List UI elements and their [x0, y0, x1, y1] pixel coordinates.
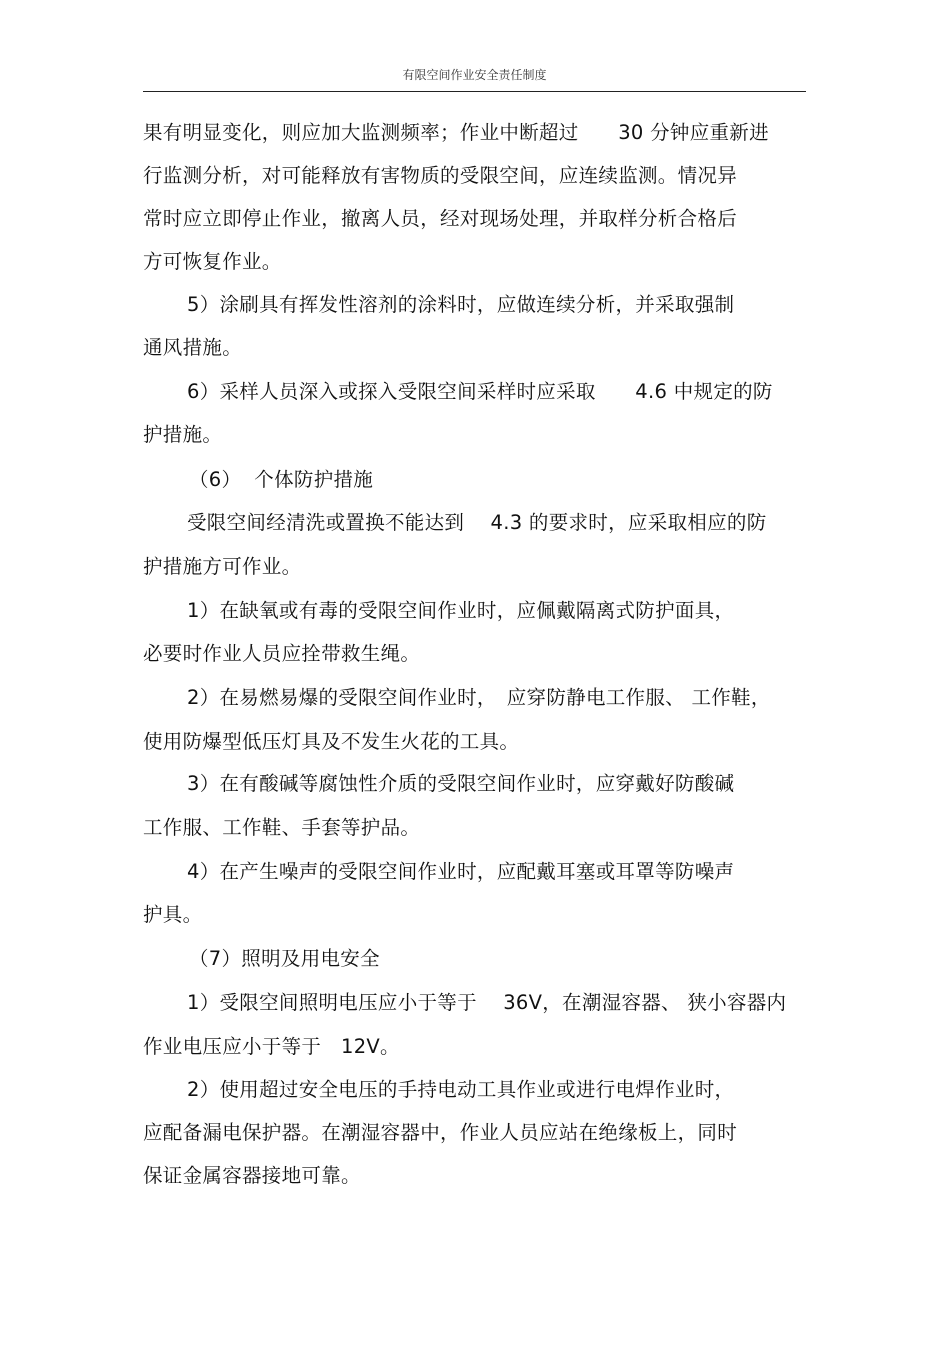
text-line: 护措施方可作业。 [143, 555, 302, 578]
text-line: 1）受限空间照明电压应小于等于 36V，在潮湿容器、 狭小容器内 [187, 991, 787, 1014]
text-line: 工作服、工作鞋、手套等护品。 [143, 816, 421, 839]
header-rule [143, 91, 806, 92]
text-line: 使用防爆型低压灯具及不发生火花的工具。 [143, 730, 520, 753]
text-line: 常时应立即停止作业，撤离人员，经对现场处理，并取样分析合格后 [143, 207, 738, 230]
text-line: 5）涂刷具有挥发性溶剂的涂料时，应做连续分析，并采取强制 [187, 293, 735, 316]
text-line: 作业电压应小于等于 12V。 [143, 1035, 400, 1058]
text-line: 1）在缺氧或有毒的受限空间作业时，应佩戴隔离式防护面具， [187, 599, 735, 622]
text-line: 保证金属容器接地可靠。 [143, 1164, 361, 1187]
text-line: 果有明显变化，则应加大监测频率；作业中断超过 30 分钟应重新进 [143, 121, 769, 144]
text-line: 通风措施。 [143, 336, 243, 359]
text-line: 6）采样人员深入或探入受限空间采样时应采取 4.6 中规定的防 [187, 380, 773, 403]
text-line: 行监测分析，对可能释放有害物质的受限空间，应连续监测。情况异 [143, 164, 738, 187]
text-line: 4）在产生噪声的受限空间作业时，应配戴耳塞或耳罩等防噪声 [187, 860, 735, 883]
text-line: 方可恢复作业。 [143, 250, 282, 273]
text-line: 护具。 [143, 903, 203, 926]
text-line: 应配备漏电保护器。在潮湿容器中，作业人员应站在绝缘板上，同时 [143, 1121, 738, 1144]
section-heading: （7）照明及用电安全 [189, 947, 380, 970]
text-line: 2）使用超过安全电压的手持电动工具作业或进行电焊作业时， [187, 1078, 735, 1101]
text-line: 受限空间经清洗或置换不能达到 4.3 的要求时，应采取相应的防 [187, 511, 767, 534]
running-header: 有限空间作业安全责任制度 [402, 68, 547, 82]
section-heading: （6） 个体防护措施 [189, 468, 374, 491]
text-line: 3）在有酸碱等腐蚀性介质的受限空间作业时，应穿戴好防酸碱 [187, 772, 735, 795]
text-line: 必要时作业人员应拴带救生绳。 [143, 642, 421, 665]
text-line: 护措施。 [143, 423, 223, 446]
text-line: 2）在易燃易爆的受限空间作业时， 应穿防静电工作服、 工作鞋， [187, 686, 771, 709]
